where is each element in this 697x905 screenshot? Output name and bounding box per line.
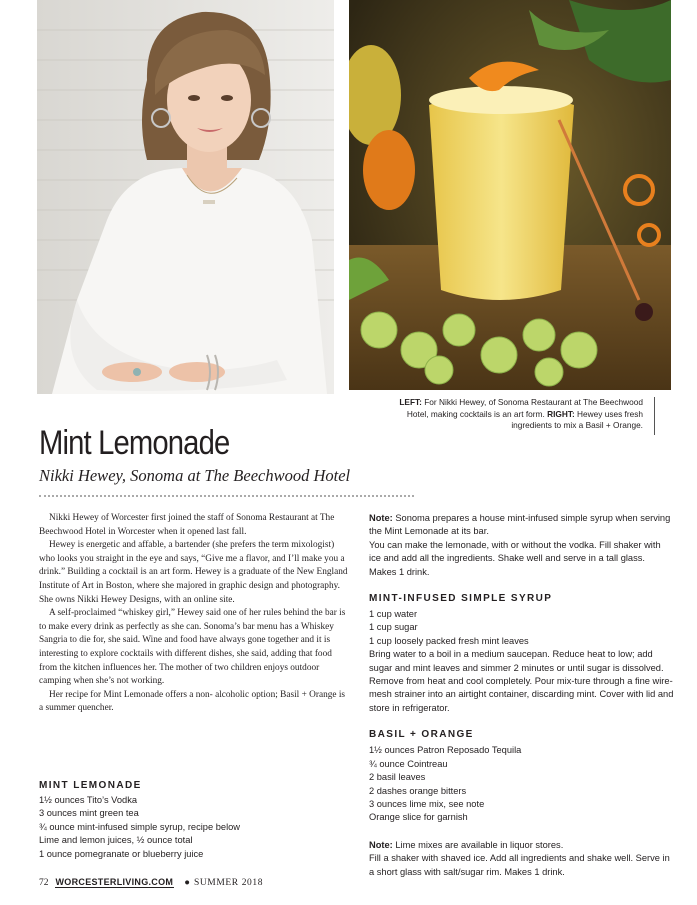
cocktail-photo bbox=[349, 0, 671, 390]
article-body bbox=[39, 512, 349, 716]
note-body: Lime mixes are available in liquor stores. bbox=[392, 839, 564, 850]
ingredient: ¾ ounce mint-infused simple syrup, recipe below bbox=[39, 821, 241, 832]
recipe-heading: MINT LEMONADE bbox=[39, 780, 142, 791]
ingredient: 2 basil leaves bbox=[369, 772, 426, 783]
note-label: Note: bbox=[369, 839, 393, 850]
recipe-heading: MINT-INFUSED SIMPLE SYRUP bbox=[369, 593, 553, 605]
ingredient: 3 ounces lime mix, see note bbox=[369, 798, 485, 809]
caption-left-text: For Nikki Hewey, of Sonoma Restaurant at The Beechwood Hotel, making cocktails is an art form. bbox=[406, 397, 643, 419]
recipe-heading: BASIL + ORANGE bbox=[369, 729, 474, 741]
note-label: Note: bbox=[369, 513, 393, 523]
note-text bbox=[369, 839, 674, 852]
caption-right-text: Hewey uses fresh ingredients to mix a Basil + Orange. bbox=[511, 408, 643, 431]
paragraph: Nikki Hewey of Worcester first joined the staff of Sonoma Restaurant at The Beechwood Hotel in Worcester when it opened last fall. bbox=[39, 513, 335, 537]
ingredient: 1½ ounces Tito’s Vodka bbox=[39, 795, 138, 805]
site-link[interactable]: WORCESTERLIVING.COM bbox=[55, 877, 174, 887]
recipe-simple-syrup bbox=[369, 593, 674, 715]
page-number: 72 bbox=[39, 878, 49, 888]
caption-rule bbox=[654, 397, 655, 435]
cocktail-illustration bbox=[349, 0, 671, 390]
photo-caption bbox=[395, 397, 643, 432]
paragraph: A self-proclaimed “whiskey girl,” Hewey said one of her rules behind the bar is to make every drink as perfectly as she can. Sonoma’s bar menu has a Whiskey Sangria to die for, she said. Wine and food have always gone together and it is interesting to explore cocktails with different dishes, she said, adding that food from the kitchen influences her. The mother of two children enjoys outdoor camping when she’s not working. bbox=[39, 608, 346, 687]
note-block bbox=[369, 839, 674, 879]
dotted-divider bbox=[39, 495, 414, 497]
ingredient: 2 dashes orange bitters bbox=[369, 785, 467, 796]
paragraph: Hewey is energetic and affable, a bartender (she prefers the term mixologist) who looks you straight in the eye and says, “Give me a flavor, and I’ll make you a drink.” Building a cocktail is an art form. Hewey is a graduate of the New England Institute of Art in Boston, where she majored in graphic design and photography. She owns Nikki Hewey Designs, with an online site. bbox=[39, 540, 348, 605]
note-text bbox=[369, 512, 674, 539]
note-block bbox=[369, 512, 674, 579]
ingredient: 1 cup loosely packed fresh mint leaves bbox=[369, 635, 529, 646]
caption-right-label: RIGHT: bbox=[547, 408, 575, 419]
recipe-mint-lemonade bbox=[39, 780, 349, 861]
recipe-column bbox=[369, 512, 674, 893]
footer-bullet: ● bbox=[184, 878, 190, 888]
ingredient: Lime and lemon juices, ½ ounce total bbox=[39, 835, 193, 846]
issue-label: SUMMER 2018 bbox=[193, 878, 264, 888]
ingredient: 1 ounce pomegranate or blueberry juice bbox=[39, 848, 204, 859]
note-method: Fill a shaker with shaved ice. Add all ingredients and shake well. Serve in a short glass with salt/sugar rim. Makes 1 drink. bbox=[369, 853, 670, 877]
note-body: Sonoma prepares a house mint-infused simple syrup when serving the Mint Lemonade at its bar. bbox=[369, 513, 671, 537]
ingredient: Orange slice for garnish bbox=[369, 812, 468, 823]
article-title: Mint Lemonade bbox=[39, 424, 230, 462]
recipe-method: Bring water to a boil in a medium saucepan. Reduce heat to low; add sugar and mint leaves and simmer 2 minutes or until sugar is dissolved. Remove from heat and cool completely. Pour mix-ture through a fine wire-mesh strainer into an airtight container, discarding mint. Cover with lid and store in refrigerator. bbox=[369, 649, 674, 713]
ingredient: 1½ ounces Patron Reposado Tequila bbox=[369, 745, 522, 756]
portrait-illustration bbox=[37, 0, 334, 394]
recipe-basil-orange bbox=[369, 729, 674, 824]
article-subtitle: Nikki Hewey, Sonoma at The Beechwood Hotel bbox=[39, 466, 351, 485]
ingredient: 1 cup water bbox=[369, 609, 418, 620]
portrait-photo bbox=[37, 0, 334, 394]
page-footer bbox=[39, 877, 263, 888]
note-method: You can make the lemonade, with or without the vodka. Fill shaker with ice and add all the ingredients. Shake well and serve in a tall glass. Makes 1 drink. bbox=[369, 539, 661, 577]
paragraph: Her recipe for Mint Lemonade offers a non- alcoholic option; Basil + Orange is a summer quencher. bbox=[39, 689, 346, 714]
ingredient: 3 ounces mint green tea bbox=[39, 808, 139, 819]
ingredient: ¾ ounce Cointreau bbox=[369, 758, 448, 769]
ingredient: 1 cup sugar bbox=[369, 622, 418, 633]
caption-left-label: LEFT: bbox=[399, 397, 422, 407]
